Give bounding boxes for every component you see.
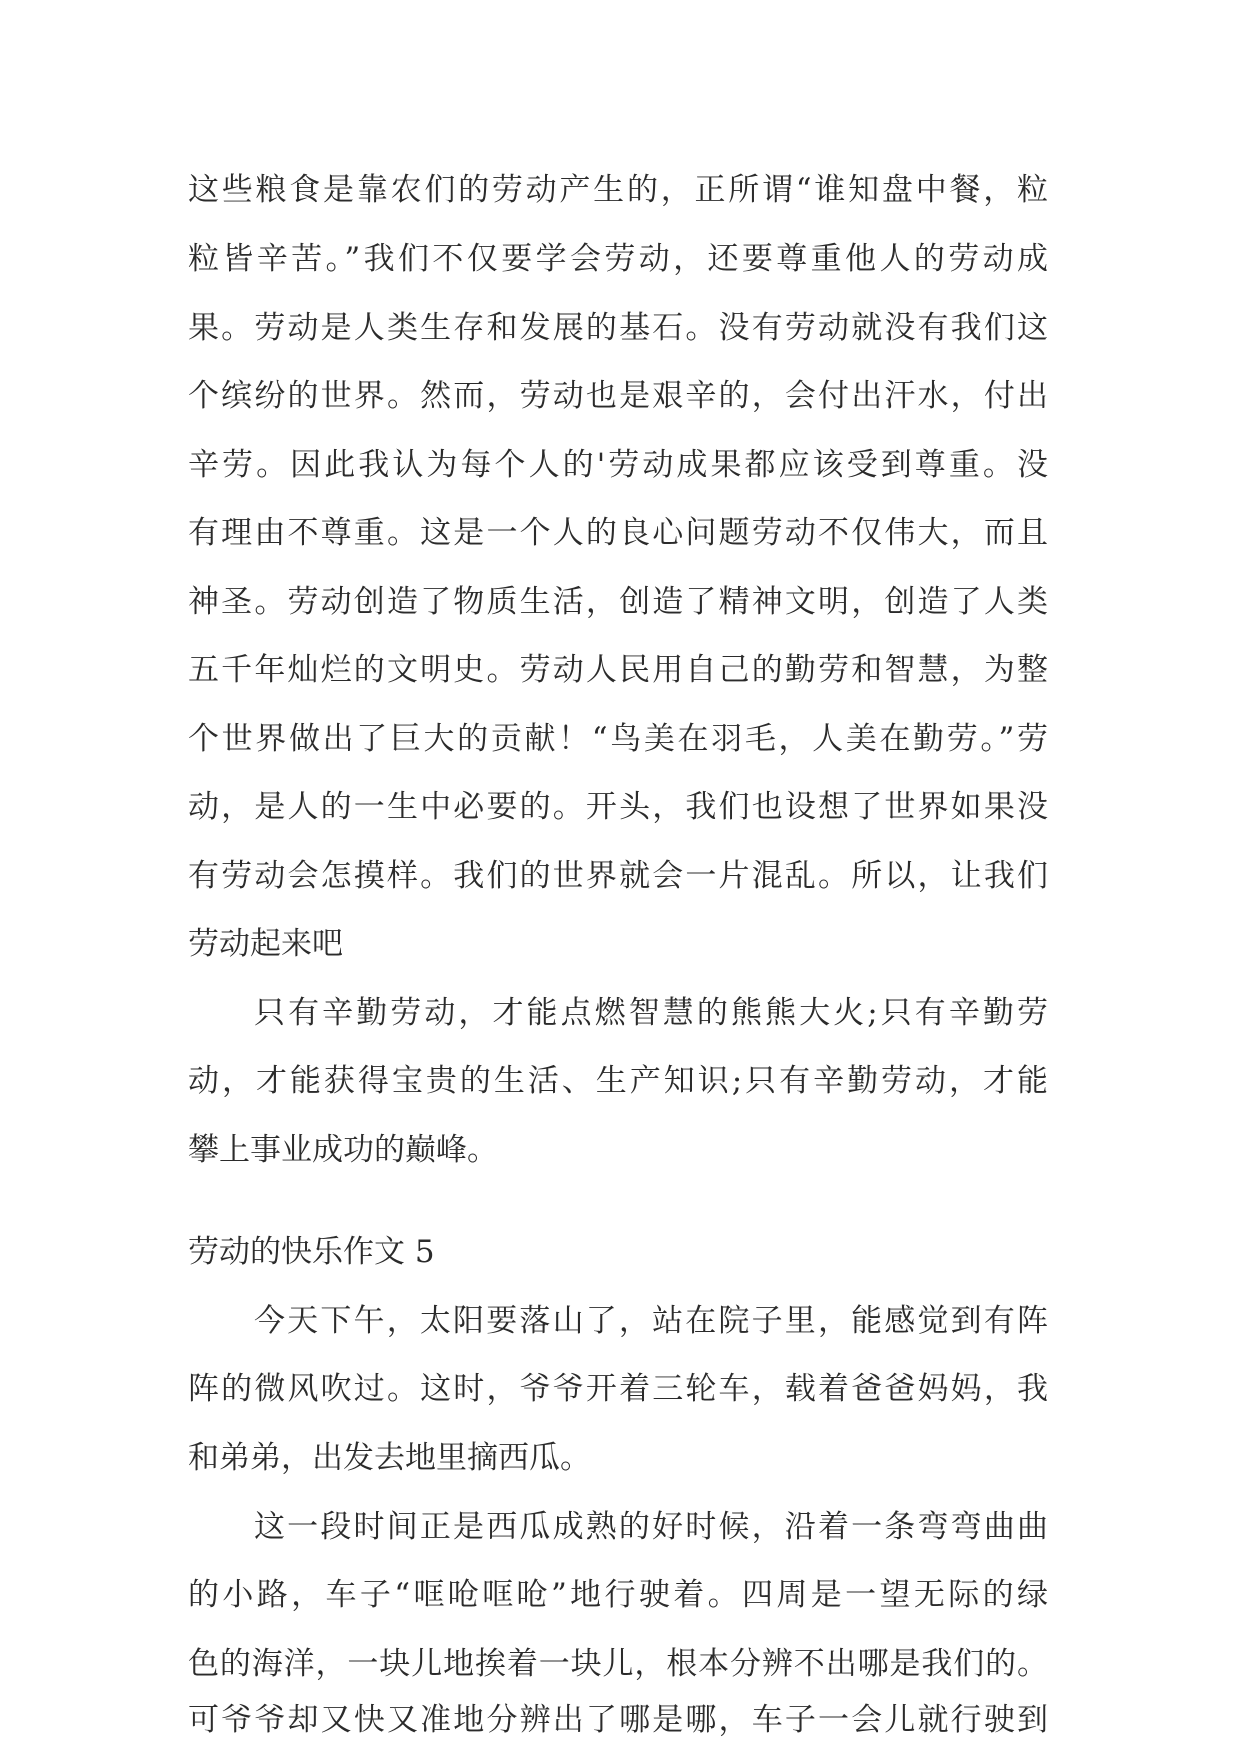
text-line: 攀上事业成功的巅峰。	[188, 1132, 498, 1168]
paragraph-first-line: 这一段时间正是西瓜成熟的好时候，沿着一条弯弯曲曲	[254, 1509, 1048, 1545]
text-line: 可爷爷却又快又准地分辨出了哪是哪，车子一会儿就行驶到	[188, 1702, 1048, 1738]
paragraph-first-line: 今天下午，太阳要落山了，站在院子里，能感觉到有阵	[254, 1303, 1048, 1339]
text-line: 动，才能获得宝贵的生活、生产知识;只有辛勤劳动，才能	[188, 1063, 1048, 1099]
text-line: 个缤纷的世界。然而，劳动也是艰辛的，会付出汗水，付出	[188, 378, 1048, 414]
text-line: 这些粮食是靠农们的劳动产生的，正所谓“谁知盘中餐，粒	[188, 172, 1048, 208]
text-line: 和弟弟，出发去地里摘西瓜。	[188, 1440, 591, 1476]
text-line: 有劳动会怎摸样。我们的世界就会一片混乱。所以，让我们	[188, 858, 1048, 894]
text-line: 阵的微风吹过。这时，爷爷开着三轮车，载着爸爸妈妈，我	[188, 1371, 1048, 1407]
text-line: 有理由不尊重。这是一个人的良心问题劳动不仅伟大，而且	[188, 515, 1048, 551]
text-line: 神圣。劳动创造了物质生活，创造了精神文明，创造了人类	[188, 584, 1048, 620]
text-line: 果。劳动是人类生存和发展的基石。没有劳动就没有我们这	[188, 310, 1048, 346]
text-line: 辛劳。因此我认为每个人的'劳动成果都应该受到尊重。没	[188, 447, 1048, 483]
text-line: 色的海洋，一块儿地挨着一块儿，根本分辨不出哪是我们的。	[188, 1646, 1048, 1682]
text-line: 的小路，车子“哐呛哐呛”地行驶着。四周是一望无际的绿	[188, 1577, 1048, 1613]
text-line: 动，是人的一生中必要的。开头，我们也设想了世界如果没	[188, 789, 1048, 825]
paragraph-first-line: 只有辛勤劳动，才能点燃智慧的熊熊大火;只有辛勤劳	[254, 995, 1048, 1031]
text-line: 个世界做出了巨大的贡献！“鸟美在羽毛，人美在勤劳。”劳	[188, 721, 1048, 757]
text-line: 劳动起来吧	[188, 926, 343, 962]
text-line: 粒皆辛苦。”我们不仅要学会劳动，还要尊重他人的劳动成	[188, 241, 1048, 277]
section-heading: 劳动的快乐作文 5	[188, 1234, 435, 1270]
text-line: 五千年灿烂的文明史。劳动人民用自己的勤劳和智慧，为整	[188, 652, 1048, 688]
